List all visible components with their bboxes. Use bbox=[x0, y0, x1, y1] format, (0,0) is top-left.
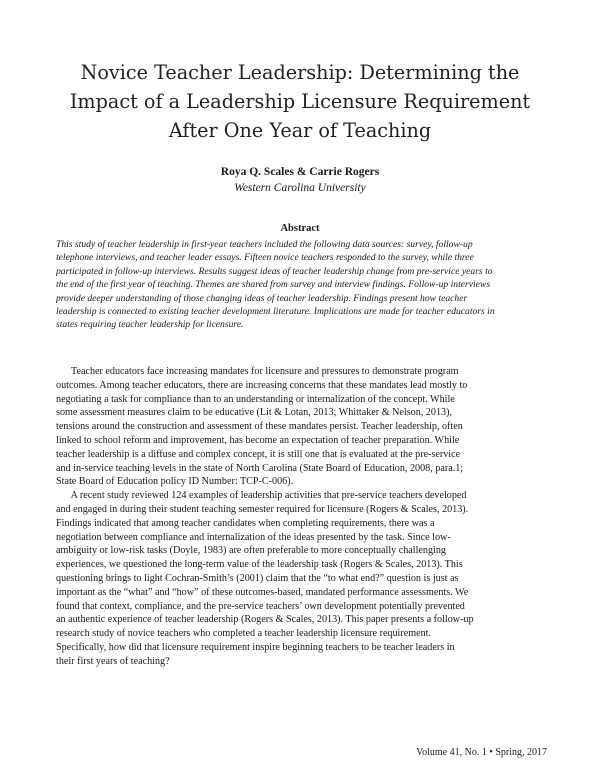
body-line: research study of novice teachers who completed a teacher leadership licensure requirement. bbox=[56, 628, 432, 640]
abstract-line: telephone interviews, and teacher leader essays. Fifteen novice teachers responded to the survey, while three bbox=[56, 252, 474, 264]
abstract-line: This study of teacher leadership in first-year teachers included the following data sources: survey, follow-up bbox=[56, 239, 473, 250]
abstract-line: participated in follow-up interviews. Results suggest ideas of teacher leadership change from pre-service years to bbox=[56, 265, 493, 277]
body-line: their first years of teaching? bbox=[56, 655, 170, 667]
body-line: outcomes. Among teacher educators, there are increasing concerns that these mandates lead mostly to bbox=[56, 379, 468, 391]
body-line: Specifically, how did that licensure requirement inspire beginning teachers to be teacher leaders in bbox=[56, 641, 455, 653]
abstract-line: provide deeper understanding of those changing ideas of teacher leadership. Findings present how teacher bbox=[56, 292, 468, 304]
body-line: found that context, compliance, and the pre-service teachers’ own development potentially prevented bbox=[56, 600, 465, 612]
body-line: ambiguity or low-risk tasks (Doyle, 1983) are often preferable to more conceptually challenging bbox=[56, 545, 446, 557]
body-text bbox=[56, 365, 546, 669]
page-footer: Volume 41, No. 1 • Spring, 2017 bbox=[416, 747, 547, 758]
body-line: questioning brings to light Cochran-Smith’s (2001) claim that the “to what end?” question is just as bbox=[56, 572, 459, 584]
author-names: Roya Q. Scales & Carrie Rogers bbox=[220, 166, 380, 178]
body-line: and in-service teaching levels in the state of North Carolina (State Board of Education, 2008, para.1; bbox=[56, 462, 464, 474]
article-title bbox=[40, 58, 560, 145]
body-line: tensions around the construction and assessment of these mandates persist. Teacher leadership, often bbox=[56, 421, 463, 433]
abstract-line: the end of the first year of teaching. Themes are shared from survey and interview findings. Follow-up interviews bbox=[56, 279, 491, 291]
body-line: negotiating a task for compliance than to an understanding or internalization of the concept. While bbox=[56, 393, 455, 405]
body-line: teacher leadership is a diffuse and complex concept, it is still one that is evaluated at the pre-service bbox=[56, 448, 461, 460]
abstract-line: leadership is connected to existing teacher development literature. Implications are made for teacher educators in bbox=[56, 306, 495, 318]
title-line: Novice Teacher Leadership: Determining the bbox=[80, 61, 520, 84]
abstract-text bbox=[56, 238, 546, 332]
body-line: negotiation between compliance and internalization of the ideas presented by the task. Since low- bbox=[56, 531, 451, 543]
body-line: and engaged in during their student teaching semester required for licensure (Rogers & Scales, 2013). bbox=[56, 503, 469, 515]
abstract-heading: Abstract bbox=[280, 223, 320, 234]
body-line: linked to school reform and improvement, has become an expectation of teacher preparation. While bbox=[56, 434, 460, 446]
author-affiliation: Western Carolina University bbox=[234, 182, 366, 194]
abstract-line: states requiring teacher leadership for licensure. bbox=[56, 319, 244, 331]
body-line: A recent study reviewed 124 examples of leadership activities that pre-service teachers developed bbox=[56, 490, 467, 502]
body-line: important as the “what” and “how” of these outcomes-based, mandated performance assessments. We bbox=[56, 586, 469, 598]
body-line: an authentic experience of teacher leadership (Rogers & Scales, 2013). This paper presents a follow-up bbox=[56, 614, 474, 626]
title-line: Impact of a Leadership Licensure Requirement bbox=[69, 90, 531, 113]
title-line: After One Year of Teaching bbox=[168, 119, 432, 142]
body-line: Findings indicated that among teacher candidates when completing requirements, there was a bbox=[56, 517, 435, 529]
body-line: experiences, we questioned the long-term value of the leadership task (Rogers & Scales, 2013). This bbox=[56, 559, 463, 571]
body-line: State Board of Education policy ID Number: TCP-C-006). bbox=[56, 476, 294, 488]
body-line: Teacher educators face increasing mandates for licensure and pressures to demonstrate program bbox=[56, 366, 459, 377]
body-line: some assessment measures claim to be educative (Lit & Lotan, 2013; Whittaker & Nelson, 2013), bbox=[56, 407, 452, 419]
